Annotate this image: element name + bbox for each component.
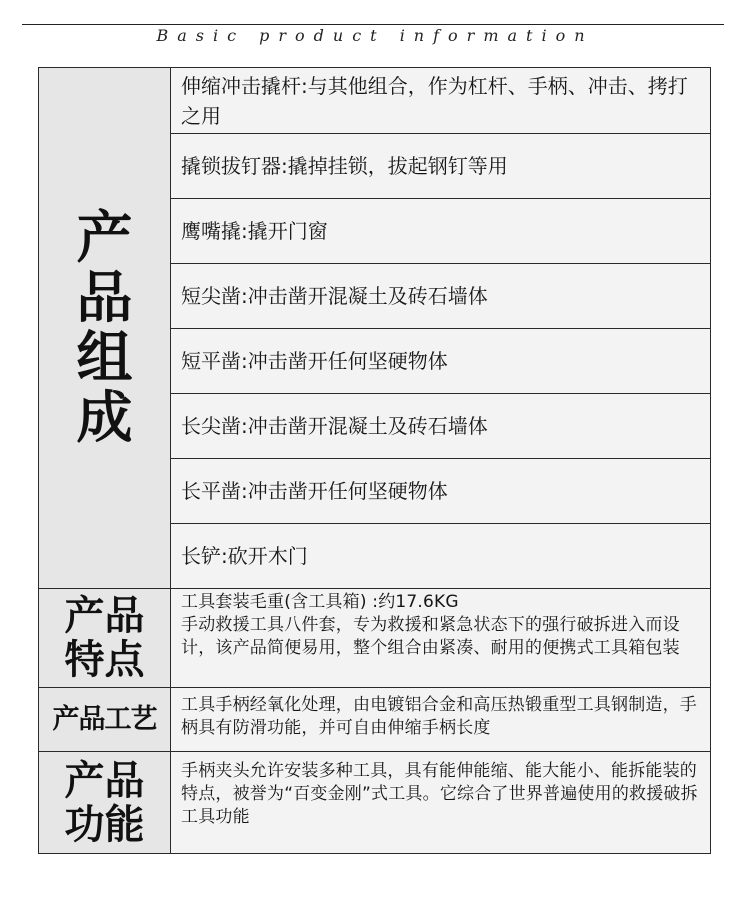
composition-row xyxy=(39,68,711,134)
features-text xyxy=(171,589,711,688)
features-row xyxy=(39,589,711,688)
composition-item: 长尖凿:冲击凿开混凝土及砖石墙体 xyxy=(171,394,711,459)
composition-item: 短尖凿:冲击凿开混凝土及砖石墙体 xyxy=(171,264,711,329)
composition-item: 鹰嘴撬:撬开门窗 xyxy=(171,199,711,264)
function-label-cell xyxy=(39,752,171,854)
composition-item: 撬锁拔钉器:撬掉挂锁，拔起钢钉等用 xyxy=(171,134,711,199)
section-title: Basic product information xyxy=(156,26,594,45)
product-info-table xyxy=(38,67,711,854)
craft-label: 产品工艺 xyxy=(52,703,157,735)
header-rule xyxy=(22,24,724,25)
function-text-body: 手柄夹头允许安装多种工具，具有能伸能缩、能大能小、能拆能装的特点，被誉为“百变金刚”式工具。它综合了世界普遍使用的救援破拆工具功能 xyxy=(181,761,698,827)
composition-label-cell xyxy=(39,68,171,589)
features-label-cell xyxy=(39,589,171,688)
function-label: 产品功能 xyxy=(64,756,145,848)
features-text-body: 工具套装毛重(含工具箱) :约17.6KG 手动救援工具八件套，专为救援和紧急状态下的强行破拆进入而设计，该产品简便易用，整个组合由紧凑、耐用的便携式工具箱包装 xyxy=(181,592,680,658)
composition-item: 长铲:砍开木门 xyxy=(171,524,711,589)
function-text xyxy=(171,752,711,854)
craft-text-body: 工具手柄经氧化处理，由电镀铝合金和高压热锻重型工具钢制造，手柄具有防滑功能，并可自由伸缩手柄长度 xyxy=(181,695,697,738)
craft-text xyxy=(171,688,711,752)
composition-item: 短平凿:冲击凿开任何坚硬物体 xyxy=(171,329,711,394)
craft-label-cell xyxy=(39,688,171,752)
craft-row xyxy=(39,688,711,752)
features-label: 产品特点 xyxy=(64,592,145,683)
composition-item: 伸缩冲击撬杆:与其他组合，作为杠杆、手柄、冲击、拷打之用 xyxy=(171,68,711,134)
function-row xyxy=(39,752,711,854)
composition-item: 长平凿:冲击凿开任何坚硬物体 xyxy=(171,459,711,524)
composition-label: 产品组成 xyxy=(76,205,133,451)
